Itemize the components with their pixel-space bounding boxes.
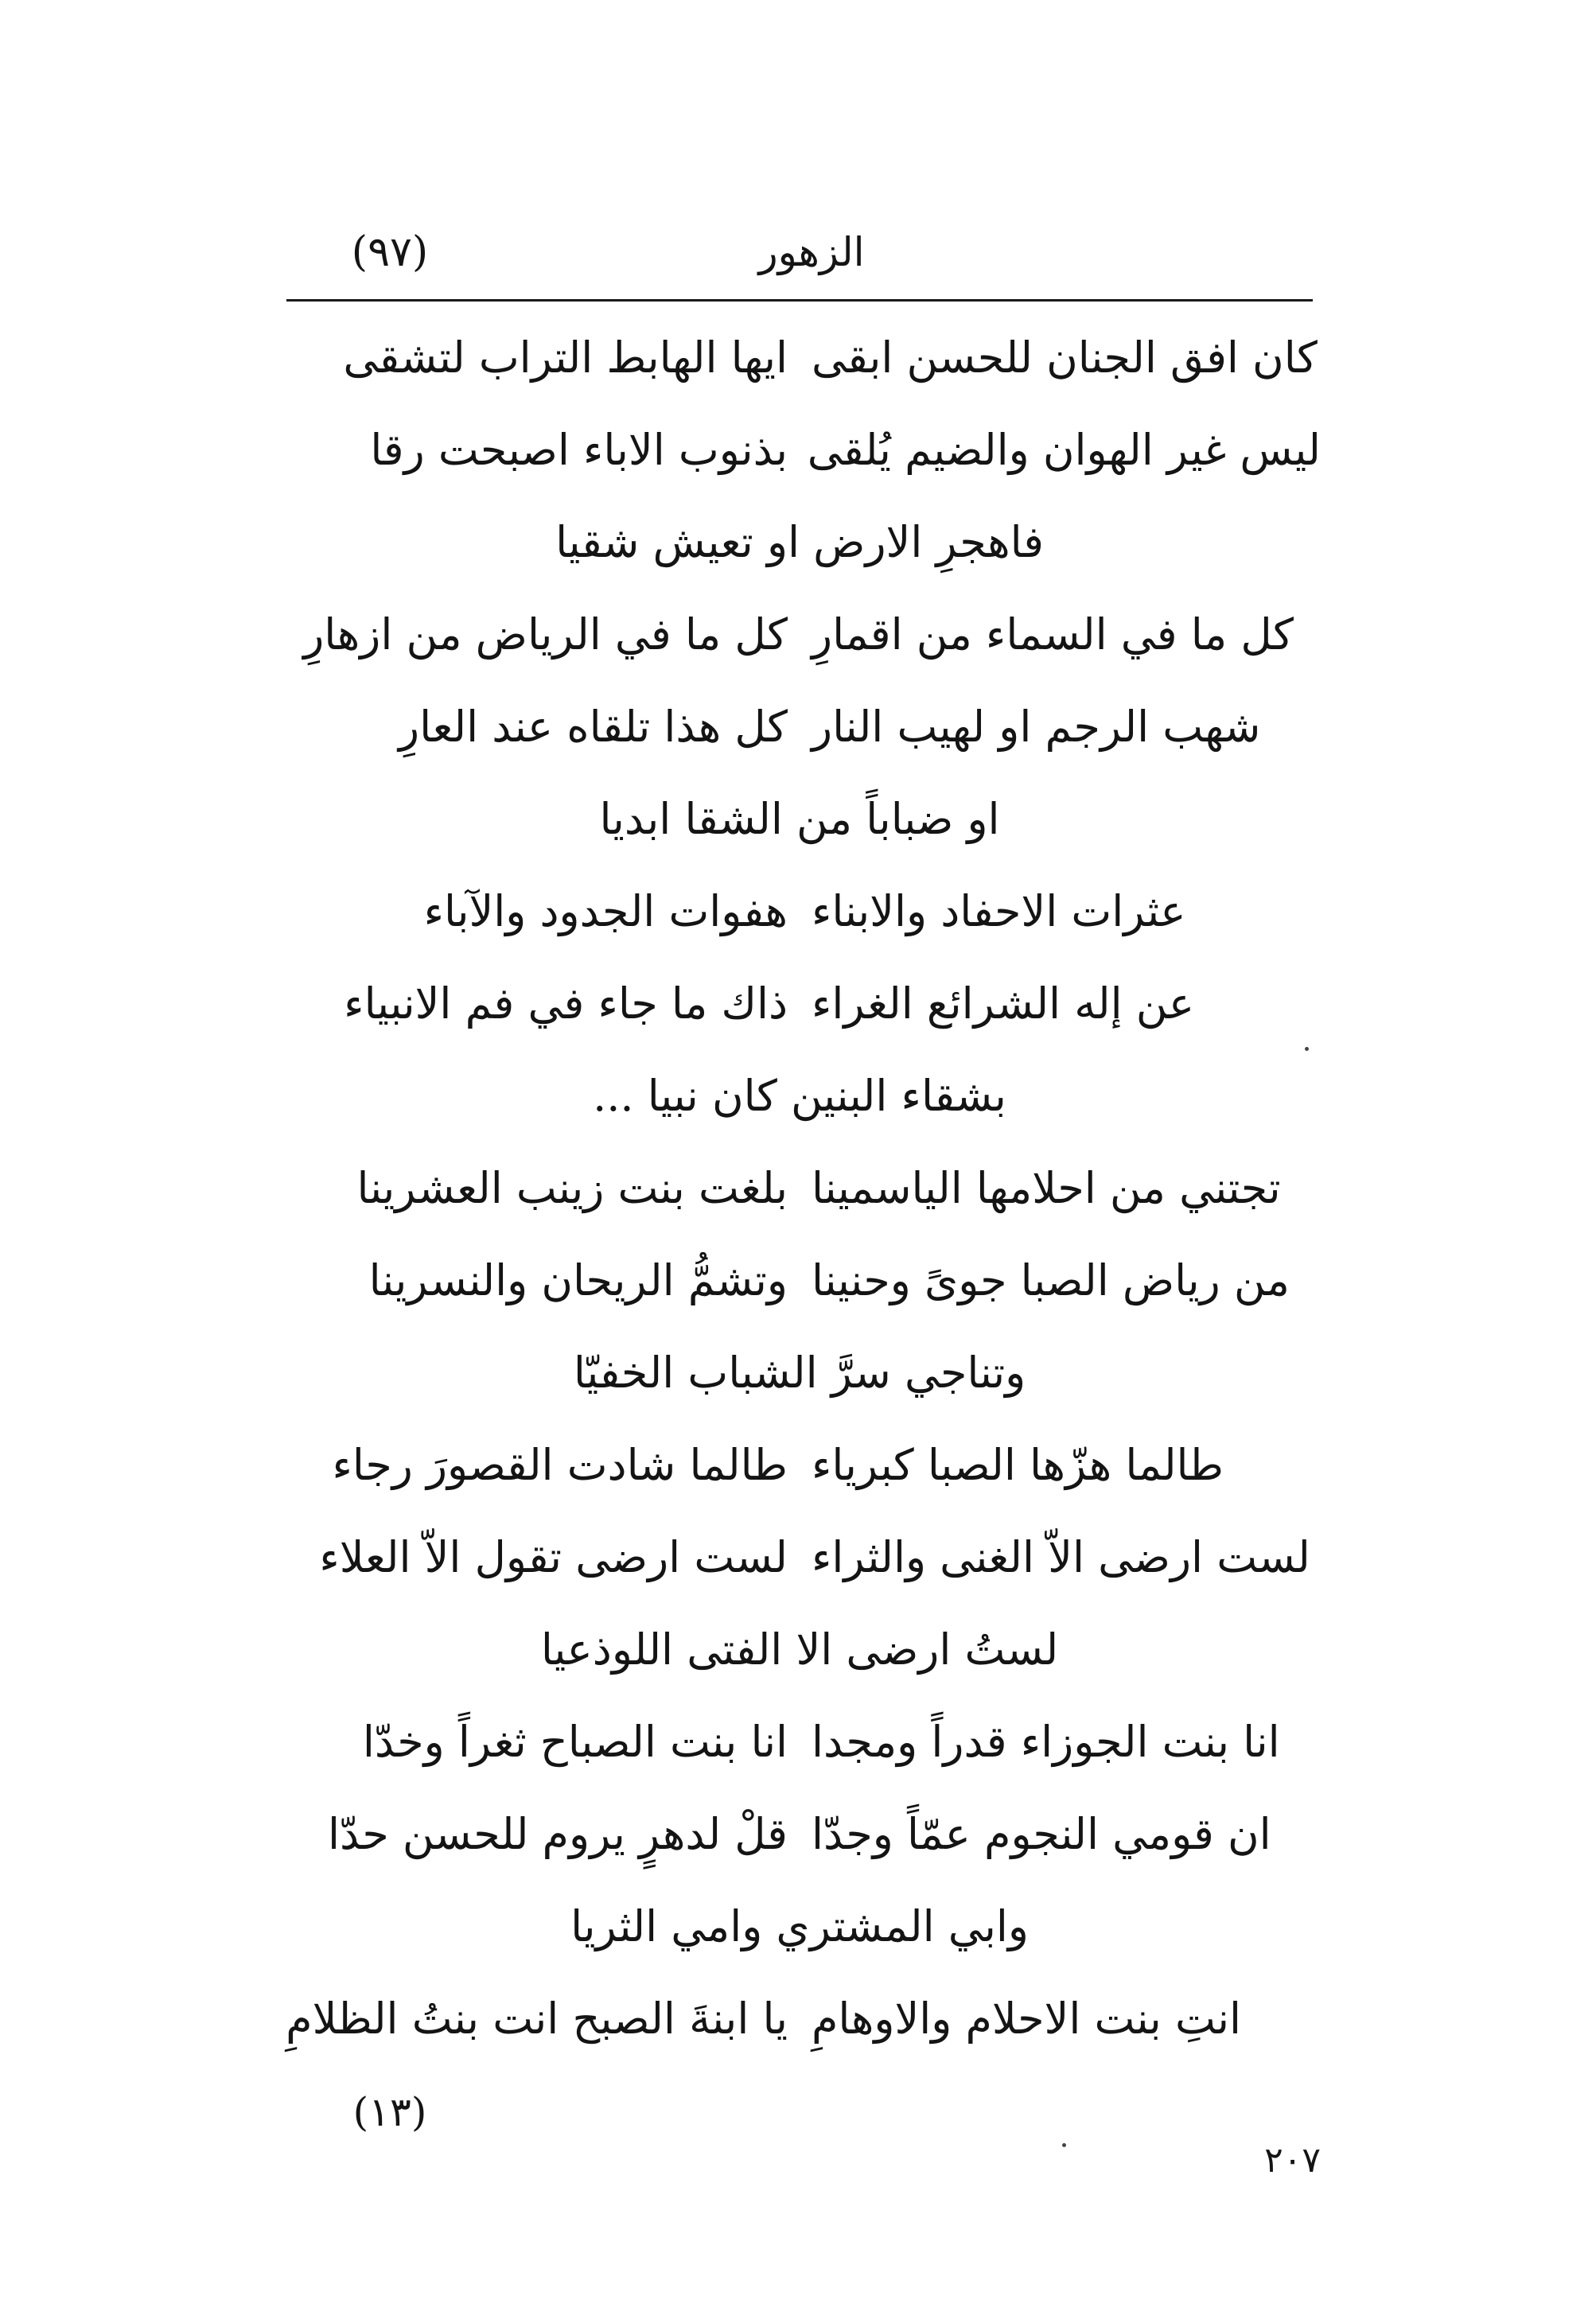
couplet (278, 312, 1321, 404)
first-hemistich: يا ابنةَ الصبح انت بنتُ الظلامِ (286, 1994, 788, 2044)
first-hemistich: ايها الهابط التراب لتشقى (343, 333, 788, 383)
stanza (278, 1142, 1321, 1419)
couplet (278, 958, 1321, 1050)
first-hemistich: ذاك ما جاء في فم الانبياء (344, 979, 788, 1029)
running-title: الزهور (758, 229, 865, 275)
couplet (278, 404, 1321, 496)
stanza (278, 1696, 1321, 1973)
first-hemistich: قلْ لدهرٍ يروم للحسن حدّا (328, 1809, 788, 1859)
second-hemistich: انا بنت الجوزاء قدراً ومجدا (812, 1717, 1280, 1767)
second-hemistich: كان افق الجنان للحسن ابقى (812, 333, 1318, 383)
page-number: (٩٧) (351, 228, 429, 276)
stanza (278, 1419, 1321, 1696)
couplet (278, 1142, 1321, 1235)
second-hemistich: طالما هزّها الصبا كبرياء (812, 1440, 1224, 1490)
first-hemistich: كل ما في الرياض من ازهارِ (303, 609, 788, 659)
second-hemistich: ليس غير الهوان والضيم يُلقى (807, 425, 1321, 475)
scan-speck (1062, 2143, 1066, 2147)
second-hemistich: لست ارضى الاّ الغنى والثراء (812, 1532, 1310, 1582)
second-hemistich: انتِ بنت الاحلام والاوهامِ (812, 1994, 1242, 2044)
stanza (278, 589, 1321, 866)
second-hemistich: كل ما في السماء من اقمارِ (812, 609, 1294, 659)
second-hemistich: عثرات الاحفاد والابناء (812, 886, 1186, 936)
first-hemistich: بلغت بنت زينب العشرينا (356, 1163, 788, 1213)
first-hemistich: وتشمُّ الريحان والنسرينا (368, 1255, 788, 1305)
refrain-line: بشقاء البنين كان نبيا ... (593, 1071, 1006, 1121)
first-hemistich: هفوات الجدود والآباء (423, 886, 788, 936)
second-hemistich: عن إله الشرائع الغراء (812, 979, 1195, 1029)
first-hemistich: انا بنت الصباح ثغراً وخدّا (362, 1717, 788, 1767)
first-hemistich: لست ارضى تقول الاّ العلاء (319, 1532, 788, 1582)
header-divider (286, 299, 1313, 302)
couplet (278, 866, 1321, 958)
refrain-line: فاهجرِ الارض او تعيش شقيا (555, 517, 1044, 567)
couplet (278, 1419, 1321, 1512)
refrain-line: وتناجي سرَّ الشباب الخفيّا (573, 1348, 1026, 1398)
first-hemistich: طالما شادت القصورَ رجاء (332, 1440, 788, 1490)
stanza (278, 312, 1321, 589)
refrain-line: لستُ ارضى الا الفتى اللوذعيا (540, 1624, 1059, 1675)
couplet (278, 589, 1321, 681)
second-hemistich: ان قومي النجوم عمّاً وجدّا (812, 1809, 1271, 1859)
poem-body (278, 312, 1321, 2065)
second-hemistich: تجتني من احلامها الياسمينا (812, 1163, 1281, 1213)
couplet (278, 1235, 1321, 1327)
second-hemistich: من رياض الصبا جوىً وحنينا (812, 1255, 1290, 1305)
signature-mark: (١٣) (352, 2089, 427, 2135)
refrain-line: او ضباباً من الشقا ابديا (599, 794, 1000, 844)
refrain-line: وابي المشتري وامي الثريا (570, 1901, 1029, 1951)
folio-number: ٢٠٧ (1264, 2140, 1321, 2181)
stanza (278, 866, 1321, 1142)
scan-speck (1305, 1047, 1309, 1051)
couplet (278, 681, 1321, 773)
first-hemistich: كل هذا تلقاه عند العارِ (399, 702, 788, 752)
second-hemistich: شهب الرجم او لهيب النار (812, 702, 1261, 752)
couplet (278, 1696, 1321, 1788)
couplet (278, 1788, 1321, 1881)
stanza (278, 1973, 1321, 2065)
couplet (278, 1973, 1321, 2065)
couplet (278, 1512, 1321, 1604)
first-hemistich: بذنوب الاباء اصبحت رقا (370, 425, 788, 475)
